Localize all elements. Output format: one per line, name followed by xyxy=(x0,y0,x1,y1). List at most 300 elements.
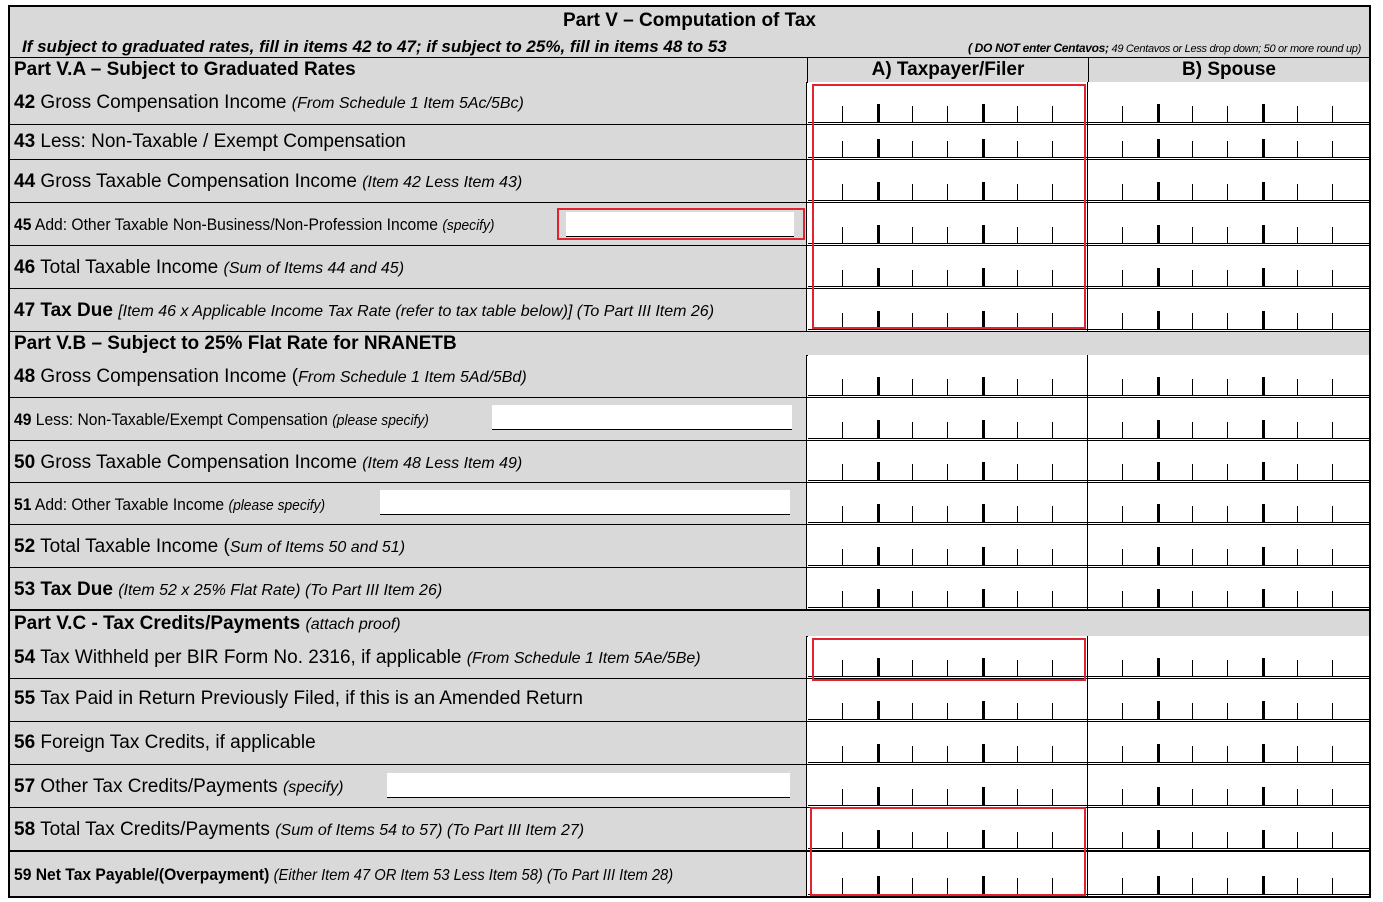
digit-separator-tick xyxy=(877,311,880,329)
digit-separator-tick xyxy=(1017,227,1018,243)
digit-separator-tick xyxy=(1192,464,1193,480)
part-vc-header xyxy=(10,611,1369,637)
digit-separator-tick xyxy=(1122,703,1123,719)
amount-baseline xyxy=(1088,565,1369,566)
item-51-taxpayer-amount[interactable] xyxy=(808,483,1088,524)
digit-separator-tick xyxy=(1227,141,1228,157)
digit-separator-tick xyxy=(1192,106,1193,122)
digit-separator-tick xyxy=(1122,184,1123,200)
digit-separator-tick xyxy=(947,106,948,122)
digit-separator-tick xyxy=(1227,878,1228,894)
item-44-spouse-amount[interactable] xyxy=(1088,160,1369,202)
amount-baseline xyxy=(808,286,1087,287)
item-49-spouse-amount[interactable] xyxy=(1088,398,1369,440)
amount-baseline xyxy=(1088,200,1369,201)
item-50-row xyxy=(10,441,1369,483)
digit-separator-tick xyxy=(1332,313,1333,329)
digit-separator-tick xyxy=(1052,789,1053,805)
item-55-spouse-amount[interactable] xyxy=(1088,679,1369,721)
digit-separator-tick xyxy=(1332,227,1333,243)
digit-separator-tick xyxy=(1017,464,1018,480)
digit-separator-tick xyxy=(1297,184,1298,200)
digit-separator-tick xyxy=(842,591,843,607)
digit-separator-tick xyxy=(1017,549,1018,565)
digit-separator-tick xyxy=(1262,701,1265,719)
item-45-spouse-amount[interactable] xyxy=(1088,203,1369,245)
digit-separator-tick xyxy=(1122,549,1123,565)
digit-separator-tick xyxy=(1297,464,1298,480)
item-59-row xyxy=(10,852,1369,896)
item-label: 46 Total Taxable Income (Sum of Items 44 and 45) xyxy=(14,257,405,278)
digit-separator-tick xyxy=(912,660,913,676)
digit-separator-tick xyxy=(1122,141,1123,157)
item-55-taxpayer-amount[interactable] xyxy=(808,679,1088,721)
amount-baseline xyxy=(1088,438,1369,439)
item-50-spouse-amount[interactable] xyxy=(1088,441,1369,482)
item-42-spouse-amount[interactable] xyxy=(1088,82,1369,124)
digit-separator-tick xyxy=(1262,268,1265,286)
digit-separator-tick xyxy=(1227,506,1228,522)
digit-separator-tick xyxy=(1122,106,1123,122)
digit-separator-tick xyxy=(877,268,880,286)
digit-separator-tick xyxy=(1297,878,1298,894)
digit-separator-tick xyxy=(1017,422,1018,438)
digit-separator-tick xyxy=(1017,878,1018,894)
digit-separator-tick xyxy=(947,141,948,157)
digit-separator-tick xyxy=(1157,104,1160,122)
instruction-bar xyxy=(10,35,1369,58)
item-42-taxpayer-amount[interactable] xyxy=(808,82,1088,124)
amount-baseline xyxy=(1088,894,1369,895)
item-label: 54 Tax Withheld per BIR Form No. 2316, if applicable (From Schedule 1 Item 5Ae/5Be) xyxy=(14,647,701,668)
digit-separator-tick xyxy=(1017,746,1018,762)
amount-baseline xyxy=(808,480,1087,481)
digit-separator-tick xyxy=(842,313,843,329)
digit-separator-tick xyxy=(1262,420,1265,438)
digit-separator-tick xyxy=(912,746,913,762)
amount-baseline xyxy=(1088,243,1369,244)
item-label: 56 Foreign Tax Credits, if applicable xyxy=(14,732,316,753)
digit-separator-tick xyxy=(1297,549,1298,565)
digit-separator-tick xyxy=(1052,878,1053,894)
digit-separator-tick xyxy=(1262,876,1265,894)
digit-separator-tick xyxy=(877,787,880,805)
amount-baseline xyxy=(808,438,1087,439)
amount-baseline xyxy=(808,395,1087,396)
digit-separator-tick xyxy=(877,744,880,762)
digit-separator-tick xyxy=(1227,591,1228,607)
item-label: 43 Less: Non-Taxable / Exempt Compensation xyxy=(14,131,406,152)
item-53-taxpayer-amount[interactable] xyxy=(808,568,1088,609)
digit-separator-tick xyxy=(877,462,880,480)
digit-separator-tick xyxy=(982,182,985,200)
digit-separator-tick xyxy=(1262,104,1265,122)
digit-separator-tick xyxy=(1297,313,1298,329)
digit-separator-tick xyxy=(842,832,843,848)
item-label: 49 Less: Non-Taxable/Exempt Compensation (please specify) xyxy=(14,410,429,429)
item-label: 57 Other Tax Credits/Payments (specify) xyxy=(14,776,344,797)
digit-separator-tick xyxy=(1297,270,1298,286)
amount-baseline xyxy=(808,122,1087,123)
digit-separator-tick xyxy=(947,660,948,676)
digit-separator-tick xyxy=(1262,377,1265,395)
digit-separator-tick xyxy=(1297,379,1298,395)
item-46-taxpayer-amount[interactable] xyxy=(808,246,1088,288)
digit-separator-tick xyxy=(1262,787,1265,805)
digit-separator-tick xyxy=(1227,549,1228,565)
digit-separator-tick xyxy=(1262,311,1265,329)
centavos-note-rest: 49 Centavos or Less drop down; 50 or more round up) xyxy=(1108,43,1361,55)
amount-baseline xyxy=(808,329,1087,330)
part-vc-label: Part V.C - Tax Credits/Payments (attach proof) xyxy=(14,613,401,634)
digit-separator-tick xyxy=(1157,830,1160,848)
digit-separator-tick xyxy=(947,270,948,286)
digit-separator-tick xyxy=(1262,139,1265,157)
digit-separator-tick xyxy=(1052,184,1053,200)
item-59-taxpayer-amount[interactable] xyxy=(808,852,1088,896)
digit-separator-tick xyxy=(912,227,913,243)
digit-separator-tick xyxy=(1297,422,1298,438)
item-47-taxpayer-amount[interactable] xyxy=(808,289,1088,331)
digit-separator-tick xyxy=(1192,660,1193,676)
digit-separator-tick xyxy=(1052,832,1053,848)
digit-separator-tick xyxy=(877,182,880,200)
digit-separator-tick xyxy=(1122,506,1123,522)
digit-separator-tick xyxy=(1262,504,1265,522)
item-43-taxpayer-amount[interactable] xyxy=(808,125,1088,159)
digit-separator-tick xyxy=(1227,106,1228,122)
digit-separator-tick xyxy=(982,225,985,243)
digit-separator-tick xyxy=(877,830,880,848)
column-b-header: B) Spouse xyxy=(1182,59,1276,80)
digit-separator-tick xyxy=(1052,270,1053,286)
digit-separator-tick xyxy=(1332,789,1333,805)
digit-separator-tick xyxy=(1157,787,1160,805)
item-58-spouse-amount[interactable] xyxy=(1088,808,1369,850)
digit-separator-tick xyxy=(1262,462,1265,480)
item-49-specify-field[interactable] xyxy=(492,405,792,430)
digit-separator-tick xyxy=(877,504,880,522)
digit-separator-tick xyxy=(912,703,913,719)
item-44-taxpayer-amount[interactable] xyxy=(808,160,1088,202)
digit-separator-tick xyxy=(1192,789,1193,805)
digit-separator-tick xyxy=(1157,504,1160,522)
digit-separator-tick xyxy=(877,139,880,157)
digit-separator-tick xyxy=(1332,506,1333,522)
digit-separator-tick xyxy=(1227,379,1228,395)
digit-separator-tick xyxy=(1332,379,1333,395)
digit-separator-tick xyxy=(1122,789,1123,805)
digit-separator-tick xyxy=(947,878,948,894)
digit-separator-tick xyxy=(1017,270,1018,286)
amount-baseline xyxy=(1088,480,1369,481)
item-47-spouse-amount[interactable] xyxy=(1088,289,1369,331)
item-59-spouse-amount[interactable] xyxy=(1088,852,1369,896)
digit-separator-tick xyxy=(1297,832,1298,848)
item-53-spouse-amount[interactable] xyxy=(1088,568,1369,609)
digit-separator-tick xyxy=(912,313,913,329)
digit-separator-tick xyxy=(842,227,843,243)
item-57-row xyxy=(10,765,1369,808)
amount-baseline xyxy=(1088,762,1369,763)
digit-separator-tick xyxy=(982,830,985,848)
digit-separator-tick xyxy=(1332,141,1333,157)
digit-separator-tick xyxy=(982,139,985,157)
digit-separator-tick xyxy=(1192,379,1193,395)
digit-separator-tick xyxy=(982,701,985,719)
digit-separator-tick xyxy=(1227,746,1228,762)
digit-separator-tick xyxy=(912,506,913,522)
digit-separator-tick xyxy=(1157,589,1160,607)
digit-separator-tick xyxy=(1227,660,1228,676)
item-label: 55 Tax Paid in Return Previously Filed, if this is an Amended Return xyxy=(14,688,583,709)
digit-separator-tick xyxy=(1052,141,1053,157)
digit-separator-tick xyxy=(912,270,913,286)
amount-baseline xyxy=(1088,286,1369,287)
digit-separator-tick xyxy=(842,549,843,565)
computation-of-tax-form xyxy=(8,5,1371,898)
digit-separator-tick xyxy=(1227,313,1228,329)
amount-baseline xyxy=(1088,719,1369,720)
item-46-row xyxy=(10,246,1369,289)
digit-separator-tick xyxy=(1332,878,1333,894)
digit-separator-tick xyxy=(1052,549,1053,565)
digit-separator-tick xyxy=(1192,703,1193,719)
digit-separator-tick xyxy=(982,104,985,122)
digit-separator-tick xyxy=(1122,591,1123,607)
digit-separator-tick xyxy=(1122,660,1123,676)
item-48-taxpayer-amount[interactable] xyxy=(808,355,1088,397)
digit-separator-tick xyxy=(947,506,948,522)
digit-separator-tick xyxy=(1192,506,1193,522)
amount-baseline xyxy=(808,243,1087,244)
digit-separator-tick xyxy=(947,313,948,329)
centavos-note xyxy=(968,41,1361,55)
item-45-taxpayer-amount[interactable] xyxy=(808,203,1088,245)
digit-separator-tick xyxy=(842,878,843,894)
item-45-specify-field[interactable] xyxy=(566,212,794,237)
digit-separator-tick xyxy=(1332,184,1333,200)
amount-baseline xyxy=(1088,676,1369,677)
digit-separator-tick xyxy=(1332,464,1333,480)
amount-baseline xyxy=(808,762,1087,763)
digit-separator-tick xyxy=(1192,591,1193,607)
centavos-note-bold: ( DO NOT enter Centavos; xyxy=(967,41,1109,55)
item-55-row xyxy=(10,679,1369,722)
item-52-row xyxy=(10,525,1369,568)
digit-separator-tick xyxy=(982,420,985,438)
item-label: 48 Gross Compensation Income (From Schedule 1 Item 5Ad/5Bd) xyxy=(14,366,527,387)
digit-separator-tick xyxy=(877,104,880,122)
digit-separator-tick xyxy=(1122,227,1123,243)
item-label: 50 Gross Taxable Compensation Income (Item 48 Less Item 49) xyxy=(14,452,523,473)
amount-baseline xyxy=(808,676,1087,677)
item-52-spouse-amount[interactable] xyxy=(1088,525,1369,567)
digit-separator-tick xyxy=(1262,744,1265,762)
digit-separator-tick xyxy=(877,701,880,719)
digit-separator-tick xyxy=(842,270,843,286)
digit-separator-tick xyxy=(1052,227,1053,243)
item-51-specify-field[interactable] xyxy=(380,490,790,515)
digit-separator-tick xyxy=(1052,464,1053,480)
item-57-taxpayer-amount[interactable] xyxy=(808,765,1088,807)
item-50-taxpayer-amount[interactable] xyxy=(808,441,1088,482)
digit-separator-tick xyxy=(842,106,843,122)
digit-separator-tick xyxy=(1052,591,1053,607)
digit-separator-tick xyxy=(912,184,913,200)
item-56-taxpayer-amount[interactable] xyxy=(808,722,1088,764)
digit-separator-tick xyxy=(912,141,913,157)
item-54-taxpayer-amount[interactable] xyxy=(808,636,1088,678)
item-43-spouse-amount[interactable] xyxy=(1088,125,1369,159)
digit-separator-tick xyxy=(1297,789,1298,805)
digit-separator-tick xyxy=(877,876,880,894)
item-57-spouse-amount[interactable] xyxy=(1088,765,1369,807)
item-51-row xyxy=(10,483,1369,525)
digit-separator-tick xyxy=(982,589,985,607)
digit-separator-tick xyxy=(1122,422,1123,438)
part-va-label: Part V.A – Subject to Graduated Rates xyxy=(14,59,356,80)
part-va-header xyxy=(10,58,1369,83)
digit-separator-tick xyxy=(1157,182,1160,200)
digit-separator-tick xyxy=(947,379,948,395)
item-57-specify-field[interactable] xyxy=(387,773,790,798)
digit-separator-tick xyxy=(842,141,843,157)
digit-separator-tick xyxy=(1192,549,1193,565)
digit-separator-tick xyxy=(1017,141,1018,157)
digit-separator-tick xyxy=(1262,547,1265,565)
amount-baseline xyxy=(1088,522,1369,523)
digit-separator-tick xyxy=(1262,589,1265,607)
digit-separator-tick xyxy=(1052,746,1053,762)
digit-separator-tick xyxy=(1157,311,1160,329)
digit-separator-tick xyxy=(1192,422,1193,438)
item-58-taxpayer-amount[interactable] xyxy=(808,808,1088,850)
digit-separator-tick xyxy=(1017,184,1018,200)
amount-baseline xyxy=(808,522,1087,523)
amount-baseline xyxy=(1088,848,1369,849)
digit-separator-tick xyxy=(1227,184,1228,200)
section-title: Part V – Computation of Tax xyxy=(10,7,1369,37)
digit-separator-tick xyxy=(982,876,985,894)
part-vb-header xyxy=(10,332,1369,356)
digit-separator-tick xyxy=(1332,591,1333,607)
digit-separator-tick xyxy=(1227,422,1228,438)
digit-separator-tick xyxy=(1297,506,1298,522)
digit-separator-tick xyxy=(842,506,843,522)
item-label: 53 Tax Due (Item 52 x 25% Flat Rate) (To Part III Item 26) xyxy=(14,579,443,600)
item-46-spouse-amount[interactable] xyxy=(1088,246,1369,288)
item-43-row xyxy=(10,125,1369,160)
digit-separator-tick xyxy=(877,547,880,565)
digit-separator-tick xyxy=(947,184,948,200)
digit-separator-tick xyxy=(1192,832,1193,848)
digit-separator-tick xyxy=(1157,225,1160,243)
amount-baseline xyxy=(808,805,1087,806)
digit-separator-tick xyxy=(912,789,913,805)
digit-separator-tick xyxy=(1332,746,1333,762)
digit-separator-tick xyxy=(912,591,913,607)
digit-separator-tick xyxy=(842,379,843,395)
digit-separator-tick xyxy=(1297,703,1298,719)
digit-separator-tick xyxy=(912,379,913,395)
digit-separator-tick xyxy=(1017,832,1018,848)
digit-separator-tick xyxy=(1227,227,1228,243)
digit-separator-tick xyxy=(1157,377,1160,395)
item-56-row xyxy=(10,722,1369,765)
item-56-spouse-amount[interactable] xyxy=(1088,722,1369,764)
digit-separator-tick xyxy=(1122,379,1123,395)
digit-separator-tick xyxy=(982,504,985,522)
digit-separator-tick xyxy=(1227,832,1228,848)
digit-separator-tick xyxy=(1262,182,1265,200)
digit-separator-tick xyxy=(912,464,913,480)
digit-separator-tick xyxy=(1332,832,1333,848)
digit-separator-tick xyxy=(982,462,985,480)
digit-separator-tick xyxy=(1227,270,1228,286)
digit-separator-tick xyxy=(842,660,843,676)
digit-separator-tick xyxy=(947,227,948,243)
amount-baseline xyxy=(808,200,1087,201)
digit-separator-tick xyxy=(1192,878,1193,894)
amount-baseline xyxy=(808,719,1087,720)
item-label: 42 Gross Compensation Income (From Schedule 1 Item 5Ac/5Bc) xyxy=(14,92,524,113)
digit-separator-tick xyxy=(947,549,948,565)
digit-separator-tick xyxy=(1052,703,1053,719)
digit-separator-tick xyxy=(947,591,948,607)
digit-separator-tick xyxy=(1052,660,1053,676)
digit-separator-tick xyxy=(1052,106,1053,122)
item-51-spouse-amount[interactable] xyxy=(1088,483,1369,524)
digit-separator-tick xyxy=(982,787,985,805)
digit-separator-tick xyxy=(1297,227,1298,243)
digit-separator-tick xyxy=(1297,106,1298,122)
digit-separator-tick xyxy=(1297,660,1298,676)
item-42-row xyxy=(10,82,1369,125)
digit-separator-tick xyxy=(1192,184,1193,200)
digit-separator-tick xyxy=(982,311,985,329)
item-54-spouse-amount[interactable] xyxy=(1088,636,1369,678)
digit-separator-tick xyxy=(842,184,843,200)
digit-separator-tick xyxy=(1122,832,1123,848)
digit-separator-tick xyxy=(842,422,843,438)
digit-separator-tick xyxy=(1157,744,1160,762)
amount-baseline xyxy=(1088,805,1369,806)
item-49-taxpayer-amount[interactable] xyxy=(808,398,1088,440)
digit-separator-tick xyxy=(1122,746,1123,762)
digit-separator-tick xyxy=(947,832,948,848)
amount-baseline xyxy=(808,157,1087,158)
digit-separator-tick xyxy=(1017,660,1018,676)
digit-separator-tick xyxy=(1122,313,1123,329)
item-label: 59 Net Tax Payable/(Overpayment) (Either Item 47 OR Item 53 Less Item 58) (To Part III Item 28) xyxy=(14,865,674,884)
digit-separator-tick xyxy=(1052,506,1053,522)
digit-separator-tick xyxy=(877,589,880,607)
item-47-row xyxy=(10,289,1369,332)
digit-separator-tick xyxy=(1262,830,1265,848)
digit-separator-tick xyxy=(1262,658,1265,676)
item-label: 45 Add: Other Taxable Non-Business/Non-Profession Income (specify) xyxy=(14,215,495,234)
digit-separator-tick xyxy=(877,658,880,676)
digit-separator-tick xyxy=(1017,789,1018,805)
item-label: 58 Total Tax Credits/Payments (Sum of Items 54 to 57) (To Part III Item 27) xyxy=(14,819,585,840)
digit-separator-tick xyxy=(842,464,843,480)
item-45-row xyxy=(10,203,1369,246)
item-52-taxpayer-amount[interactable] xyxy=(808,525,1088,567)
amount-baseline xyxy=(808,607,1087,608)
digit-separator-tick xyxy=(947,746,948,762)
item-48-spouse-amount[interactable] xyxy=(1088,355,1369,397)
